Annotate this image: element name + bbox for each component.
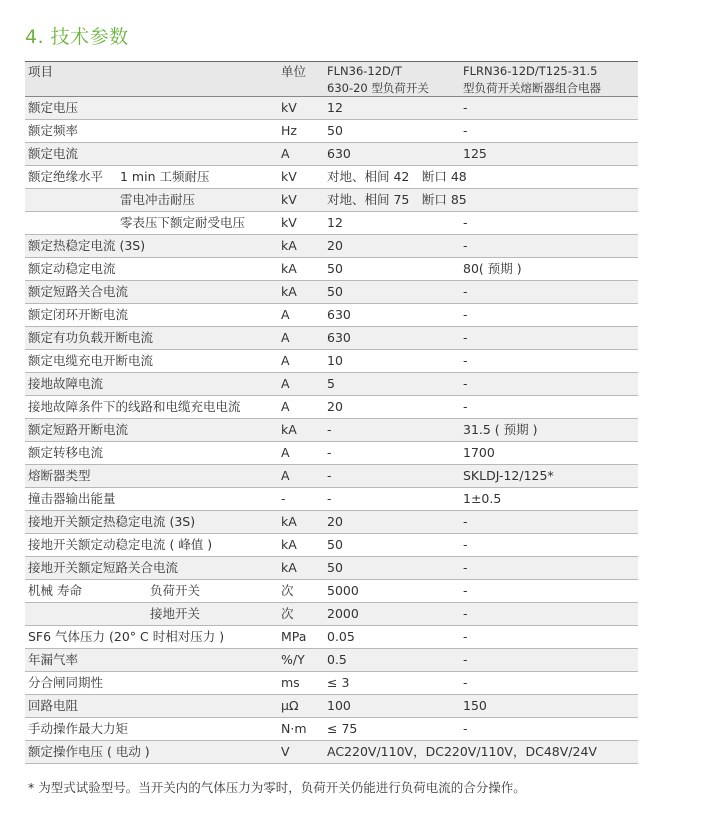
table-row bbox=[25, 442, 638, 465]
table-row bbox=[25, 488, 638, 511]
table-row bbox=[25, 235, 638, 258]
row-value-fln36: - bbox=[327, 468, 332, 483]
row-value-fln36: 50 bbox=[327, 537, 343, 552]
row-item: SF6 气体压力 (20° C 时相对压力 ) bbox=[28, 629, 225, 644]
section-title: 4. 技术参数 bbox=[25, 26, 129, 48]
row-item: 回路电阻 bbox=[28, 698, 79, 713]
footnote: * 为型式试验型号。当开关内的气体压力为零时，负荷开关仍能进行负荷电流的合分操作。 bbox=[28, 780, 526, 795]
header-unit: 单位 bbox=[281, 64, 307, 79]
header-col4-line1: FLRN36-12D/T125-31.5 bbox=[463, 64, 598, 78]
row-value-flrn36: 1700 bbox=[463, 445, 495, 460]
row-value-fln36: 对地、相间 42 断口 48 bbox=[327, 169, 467, 184]
row-subitem: 零表压下额定耐受电压 bbox=[120, 215, 246, 230]
row-unit: A bbox=[281, 353, 290, 368]
row-value-flrn36: - bbox=[463, 215, 468, 230]
row-value-fln36: 630 bbox=[327, 146, 351, 161]
row-item: 接地故障条件下的线路和电缆充电电流 bbox=[28, 399, 241, 414]
row-item: 额定短路关合电流 bbox=[28, 284, 129, 299]
row-subitem: 负荷开关 bbox=[150, 583, 201, 598]
table-row bbox=[25, 580, 638, 603]
row-value-fln36: 50 bbox=[327, 284, 343, 299]
row-unit: kA bbox=[281, 238, 297, 253]
row-unit: kV bbox=[281, 169, 297, 184]
header-item: 项目 bbox=[28, 64, 54, 79]
row-value-fln36: 20 bbox=[327, 514, 343, 529]
table-row bbox=[25, 350, 638, 373]
row-value-fln36: 对地、相间 75 断口 85 bbox=[327, 192, 467, 207]
row-unit: A bbox=[281, 330, 290, 345]
row-value-fln36: 2000 bbox=[327, 606, 359, 621]
row-value-fln36: - bbox=[327, 445, 332, 460]
table-row bbox=[25, 741, 638, 764]
spec-table bbox=[25, 61, 638, 764]
row-unit: %/Y bbox=[281, 652, 305, 667]
table-row bbox=[25, 672, 638, 695]
row-value-flrn36: 1±0.5 bbox=[463, 491, 502, 506]
table-row bbox=[25, 396, 638, 419]
row-value-flrn36: - bbox=[463, 238, 468, 253]
table-row bbox=[25, 603, 638, 626]
row-item: 手动操作最大力矩 bbox=[28, 721, 129, 736]
row-unit: kA bbox=[281, 422, 297, 437]
table-row bbox=[25, 695, 638, 718]
row-subitem: 1 min 工频耐压 bbox=[120, 169, 210, 184]
row-unit: - bbox=[281, 491, 286, 506]
table-row bbox=[25, 304, 638, 327]
row-value-fln36: AC220V/110V，DC220V/110V，DC48V/24V bbox=[327, 744, 597, 759]
row-item: 额定电压 bbox=[28, 100, 79, 115]
row-unit: kA bbox=[281, 514, 297, 529]
row-value-flrn36: - bbox=[463, 721, 468, 736]
table-row bbox=[25, 557, 638, 580]
table-row bbox=[25, 718, 638, 741]
row-value-fln36: ≤ 3 bbox=[327, 675, 350, 690]
row-value-flrn36: 125 bbox=[463, 146, 487, 161]
row-value-fln36: 10 bbox=[327, 353, 343, 368]
row-value-flrn36: - bbox=[463, 606, 468, 621]
table-row bbox=[25, 626, 638, 649]
row-item: 撞击器输出能量 bbox=[28, 491, 116, 506]
row-unit: Hz bbox=[281, 123, 297, 138]
row-item: 额定频率 bbox=[28, 123, 79, 138]
row-item: 接地开关额定短路关合电流 bbox=[28, 560, 179, 575]
row-value-fln36: 20 bbox=[327, 238, 343, 253]
row-value-fln36: 12 bbox=[327, 100, 343, 115]
row-item: 额定有功负载开断电流 bbox=[28, 330, 154, 345]
row-item: 额定操作电压 ( 电动 ) bbox=[28, 744, 150, 759]
row-value-fln36: 100 bbox=[327, 698, 351, 713]
row-subitem: 雷电冲击耐压 bbox=[120, 192, 196, 207]
row-value-flrn36: - bbox=[463, 537, 468, 552]
row-value-flrn36: - bbox=[463, 123, 468, 138]
table-row bbox=[25, 327, 638, 350]
table-row bbox=[25, 97, 638, 120]
row-item: 接地开关额定动稳定电流 ( 峰值 ) bbox=[28, 537, 213, 552]
header-col4 bbox=[463, 63, 601, 97]
row-item: 额定转移电流 bbox=[28, 445, 104, 460]
row-unit: A bbox=[281, 146, 290, 161]
row-value-fln36: 50 bbox=[327, 261, 343, 276]
row-item: 分合闸同期性 bbox=[28, 675, 104, 690]
row-value-flrn36: SKLDJ-12/125* bbox=[463, 468, 554, 483]
row-value-flrn36: - bbox=[463, 284, 468, 299]
table-header bbox=[25, 61, 638, 97]
table-body bbox=[25, 97, 638, 764]
row-value-fln36: - bbox=[327, 491, 332, 506]
row-item: 年漏气率 bbox=[28, 652, 79, 667]
table-row bbox=[25, 465, 638, 488]
row-value-fln36: 0.5 bbox=[327, 652, 347, 667]
table-row bbox=[25, 373, 638, 396]
table-row bbox=[25, 143, 638, 166]
row-unit: N·m bbox=[281, 721, 307, 736]
row-unit: kA bbox=[281, 284, 297, 299]
row-unit: kV bbox=[281, 100, 297, 115]
row-value-flrn36: - bbox=[463, 353, 468, 368]
row-item: 额定电缆充电开断电流 bbox=[28, 353, 154, 368]
row-item: 额定闭环开断电流 bbox=[28, 307, 129, 322]
table-row bbox=[25, 511, 638, 534]
row-value-flrn36: - bbox=[463, 652, 468, 667]
table-row bbox=[25, 189, 638, 212]
row-item: 熔断器类型 bbox=[28, 468, 91, 483]
table-row bbox=[25, 212, 638, 235]
row-item: 额定动稳定电流 bbox=[28, 261, 116, 276]
row-unit: A bbox=[281, 399, 290, 414]
row-value-flrn36: - bbox=[463, 307, 468, 322]
row-value-flrn36: 31.5 ( 预期 ) bbox=[463, 422, 538, 437]
row-value-fln36: 50 bbox=[327, 123, 343, 138]
row-unit: A bbox=[281, 307, 290, 322]
table-row bbox=[25, 534, 638, 557]
row-value-flrn36: - bbox=[463, 514, 468, 529]
row-value-fln36: ≤ 75 bbox=[327, 721, 358, 736]
row-value-flrn36: - bbox=[463, 675, 468, 690]
row-value-flrn36: - bbox=[463, 376, 468, 391]
row-unit: A bbox=[281, 468, 290, 483]
row-value-fln36: 50 bbox=[327, 560, 343, 575]
row-unit: 次 bbox=[281, 606, 294, 621]
header-col4-line2: 型负荷开关熔断器组合电器 bbox=[463, 81, 601, 95]
row-item: 接地故障电流 bbox=[28, 376, 104, 391]
row-unit: kV bbox=[281, 192, 297, 207]
row-unit: MPa bbox=[281, 629, 307, 644]
row-item: 额定电流 bbox=[28, 146, 79, 161]
row-item: 额定绝缘水平 bbox=[28, 169, 104, 184]
row-value-flrn36: 150 bbox=[463, 698, 487, 713]
row-value-fln36: - bbox=[327, 422, 332, 437]
header-col3-line2: 630-20 型负荷开关 bbox=[327, 81, 429, 95]
row-unit: ms bbox=[281, 675, 300, 690]
row-value-fln36: 20 bbox=[327, 399, 343, 414]
row-unit: 次 bbox=[281, 583, 294, 598]
row-value-flrn36: - bbox=[463, 100, 468, 115]
row-subitem: 接地开关 bbox=[150, 606, 201, 621]
table-row bbox=[25, 419, 638, 442]
row-value-fln36: 630 bbox=[327, 330, 351, 345]
row-unit: A bbox=[281, 376, 290, 391]
row-unit: A bbox=[281, 445, 290, 460]
row-value-flrn36: - bbox=[463, 560, 468, 575]
row-value-fln36: 5000 bbox=[327, 583, 359, 598]
table-row bbox=[25, 120, 638, 143]
row-item: 额定热稳定电流 (3S) bbox=[28, 238, 146, 253]
row-value-fln36: 5 bbox=[327, 376, 335, 391]
row-value-flrn36: - bbox=[463, 399, 468, 414]
header-col3 bbox=[327, 63, 429, 97]
row-value-fln36: 12 bbox=[327, 215, 343, 230]
table-row bbox=[25, 166, 638, 189]
row-value-fln36: 630 bbox=[327, 307, 351, 322]
row-value-flrn36: - bbox=[463, 330, 468, 345]
row-value-flrn36: - bbox=[463, 583, 468, 598]
row-unit: μΩ bbox=[281, 698, 299, 713]
row-unit: kV bbox=[281, 215, 297, 230]
row-item: 机械 寿命 bbox=[28, 583, 82, 598]
row-value-flrn36: 80( 预期 ) bbox=[463, 261, 522, 276]
table-row bbox=[25, 281, 638, 304]
row-value-flrn36: - bbox=[463, 629, 468, 644]
row-unit: kA bbox=[281, 537, 297, 552]
row-item: 额定短路开断电流 bbox=[28, 422, 129, 437]
row-unit: V bbox=[281, 744, 290, 759]
row-unit: kA bbox=[281, 261, 297, 276]
row-value-fln36: 0.05 bbox=[327, 629, 355, 644]
header-col3-line1: FLN36-12D/T bbox=[327, 64, 402, 78]
row-unit: kA bbox=[281, 560, 297, 575]
row-item: 接地开关额定热稳定电流 (3S) bbox=[28, 514, 196, 529]
table-row bbox=[25, 258, 638, 281]
table-row bbox=[25, 649, 638, 672]
